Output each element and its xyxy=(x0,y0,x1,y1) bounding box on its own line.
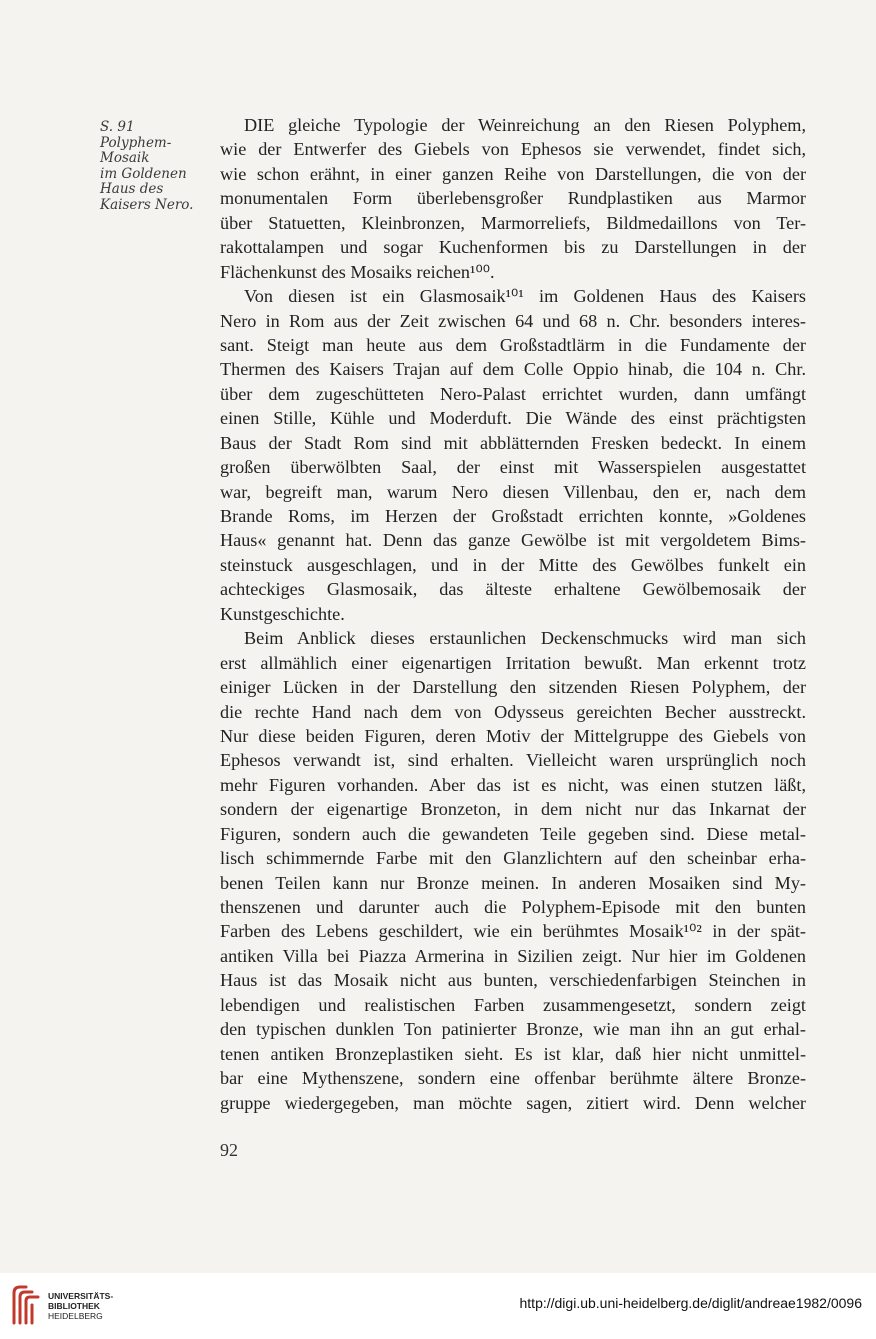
text-line: Haus« genannt hat. Denn das ganze Gewölbe ist mit vergoldetem Bims- xyxy=(220,530,806,551)
text-line: mehr Figuren vorhanden. Aber das ist es nicht, was einen stutzen läßt, xyxy=(220,774,806,795)
text-line: einiger Lücken in der Darstellung den sitzenden Riesen Polyphem, der xyxy=(220,677,806,698)
text-line: Figuren, sondern auch die gewandeten Teile gegeben sind. Diese metal- xyxy=(220,823,806,844)
text-line: Kunstgeschichte. xyxy=(220,603,345,624)
margin-note-line: Haus des xyxy=(100,181,164,197)
margin-note-line: Polyphem- xyxy=(100,134,172,151)
text-line: steinstuck ausgeschlagen, und in der Mitte des Gewölbes funkelt ein xyxy=(220,554,806,575)
margin-note xyxy=(100,120,218,213)
text-line: einen Stille, Kühle und Moderduft. Die Wände des einst prächtigsten xyxy=(220,408,806,429)
text-line: tenen antiken Bronzeplastiken sieht. Es ist klar, daß hier nicht unmittel- xyxy=(220,1043,806,1064)
body-text xyxy=(220,113,806,1115)
text-line: sondern der eigenartige Bronzeton, in dem nicht nur das Inkarnat der xyxy=(220,799,806,820)
text-line: Von diesen ist ein Glasmosaik¹⁰¹ im Goldenen Haus des Kaisers xyxy=(244,286,806,307)
margin-note-line: S. 91 xyxy=(100,119,135,135)
text-line: rakottalampen und sogar Kuchenformen bis zu Darstellungen in der xyxy=(220,237,806,258)
text-line: über Statuetten, Kleinbronzen, Marmorreliefs, Bildmedaillons von Ter- xyxy=(220,212,806,233)
text-line: über dem zugeschütteten Nero-Palast errichtet wurden, dann umfängt xyxy=(220,383,806,404)
text-line: die rechte Hand nach dem von Odysseus gereichten Becher ausstreckt. xyxy=(220,701,806,722)
library-logo-text xyxy=(48,1291,113,1321)
text-line: wie schon erähnt, in einer ganzen Reihe von Darstellungen, die von der xyxy=(220,163,806,184)
text-line: Farben des Lebens geschildert, wie ein berühmtes Mosaik¹⁰² in der spät- xyxy=(220,921,806,942)
text-line: Baus der Stadt Rom sind mit abblätternden Fresken bedeckt. In einem xyxy=(220,432,806,453)
text-line: monumentalen Form überlebensgroßer Rundplastiken aus Marmor xyxy=(220,188,806,209)
text-line: achteckiges Glasmosaik, das älteste erhaltene Gewölbemosaik der xyxy=(220,579,806,600)
text-line: Haus ist das Mosaik nicht aus bunten, verschiedenfarbigen Steinchen in xyxy=(220,970,806,991)
text-line: benen Teilen kann nur Bronze meinen. In anderen Mosaiken sind My- xyxy=(220,872,806,893)
text-line: wie der Entwerfer des Giebels von Ephesos sie verwendet, findet sich, xyxy=(220,139,806,160)
margin-note-line: im Goldenen xyxy=(100,165,187,182)
text-line: großen überwölbten Saal, der einst mit Wasserspielen ausgestattet xyxy=(220,457,806,478)
text-line: Ephesos verwandt ist, sind erhalten. Vielleicht waren ursprünglich noch xyxy=(220,750,806,771)
text-line: DIE gleiche Typologie der Weinreichung an den Riesen Polyphem, xyxy=(244,115,806,135)
text-line: Flächenkunst des Mosaiks reichen¹⁰⁰. xyxy=(220,261,495,282)
library-logo-icon xyxy=(8,1283,44,1327)
text-line: Nero in Rom aus der Zeit zwischen 64 und 68 n. Chr. besonders interes- xyxy=(220,310,806,331)
text-line: Beim Anblick dieses erstaunlichen Deckenschmucks wird man sich xyxy=(244,628,806,649)
text-line: lisch schimmernde Farbe mit den Glanzlichtern auf den scheinbar erha- xyxy=(220,848,806,869)
text-line: antiken Villa bei Piazza Armerina in Sizilien zeigt. Nur hier im Goldenen xyxy=(220,945,806,966)
page-number: 92 xyxy=(220,1140,238,1160)
text-line: erst allmählich einer eigenartigen Irritation bewußt. Man erkennt trotz xyxy=(220,652,806,673)
margin-note-line: Kaisers Nero. xyxy=(100,196,194,213)
text-line: gruppe wiedergegeben, man möchte sagen, zitiert wird. Denn welcher xyxy=(220,1092,806,1113)
margin-note-line: Mosaik xyxy=(100,150,150,166)
text-line: war, begreift man, warum Nero diesen Villenbau, den er, nach dem xyxy=(220,481,806,502)
text-line: bar eine Mythenszene, sondern eine offenbar berühmte ältere Bronze- xyxy=(220,1068,806,1089)
logo-line: HEIDELBERG xyxy=(48,1311,103,1321)
footer-bar xyxy=(0,1273,876,1339)
text-line: Thermen des Kaisers Trajan auf dem Colle Oppio hinab, die 104 n. Chr. xyxy=(220,359,806,380)
logo-line: UNIVERSITÄTS- xyxy=(48,1291,114,1301)
text-line: Brande Roms, im Herzen der Großstadt errichten konnte, »Goldenes xyxy=(220,506,806,526)
text-line: Nur diese beiden Figuren, deren Motiv der Mittelgruppe des Giebels von xyxy=(220,725,806,746)
logo-line: BIBLIOTHEK xyxy=(48,1301,100,1311)
text-line: den typischen dunklen Ton patinierter Bronze, wie man ihn an gut erhal- xyxy=(220,1019,806,1040)
text-line: thenszenen und darunter auch die Polyphem-Episode mit den bunten xyxy=(220,897,806,917)
text-line: sant. Steigt man heute aus dem Großstadtlärm in die Fundamente der xyxy=(220,334,806,355)
source-url-link[interactable]: http://digi.ub.uni-heidelberg.de/diglit/andreae1982/0096 xyxy=(519,1295,862,1311)
text-line: lebendigen und realistischen Farben zusammengesetzt, sondern zeigt xyxy=(220,994,806,1015)
